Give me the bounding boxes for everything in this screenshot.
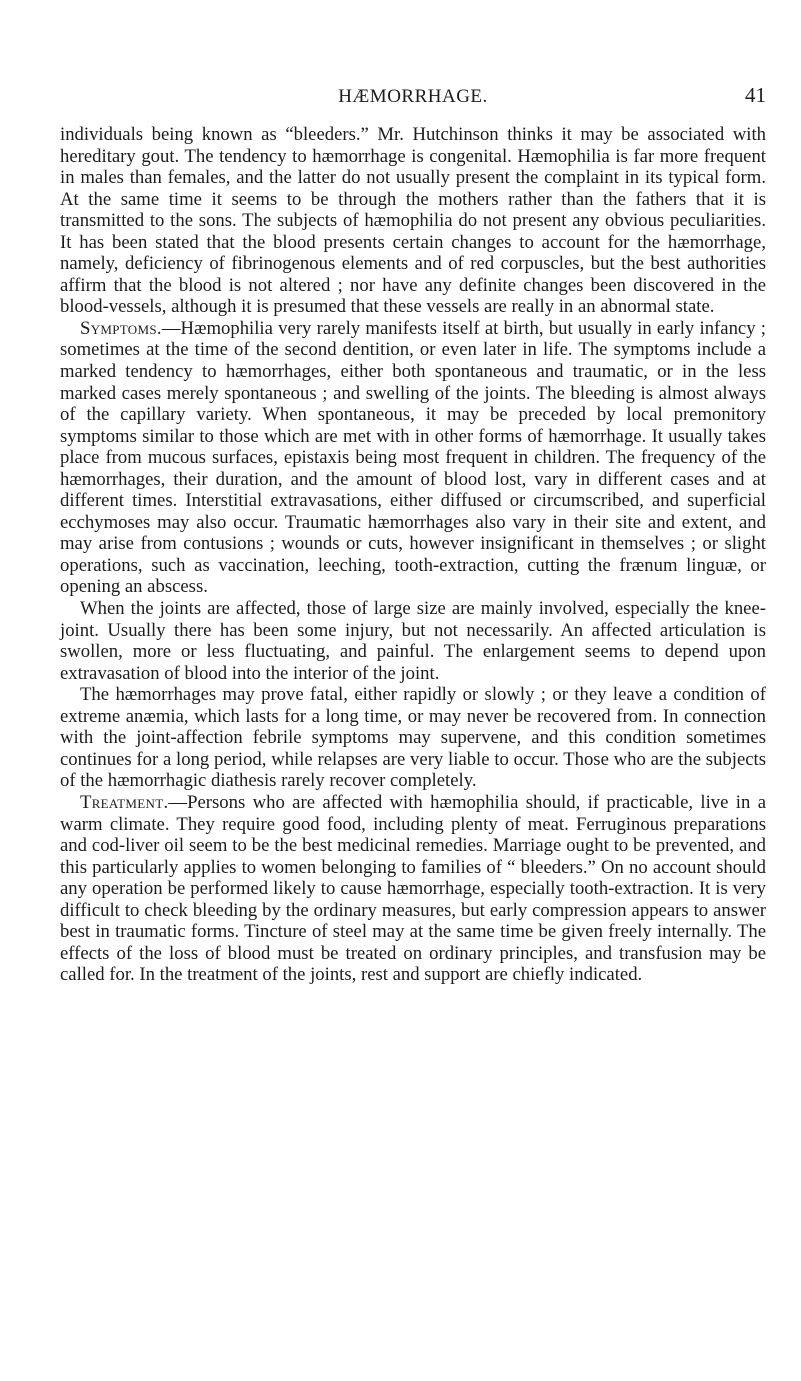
body-text [60, 124, 766, 986]
paragraph-treatment-text: —Persons who are affected with hæmophilia should, if practicable, live in a warm climate. They require good food, including plenty of meat. Ferruginous preparations and cod-liver oil seem to be the best medicinal remedies. Marriage ought to be prevented, and this particularly applies to women belonging to families of “ bleeders.” On no account should any operation be performed likely to cause hæmorrhage, especially tooth-extraction. It is very difficult to check bleeding by the ordinary measures, but early compression appears to answer best in traumatic forms. Tincture of steel may at the same time be given freely internally. The effects of the loss of blood must be treated on ordinary principles, and transfusion may be called for. In the treatment of the joints, rest and support are chiefly indicated. [60, 791, 766, 986]
section-heading-symptoms: Symptoms. [80, 317, 162, 339]
paragraph-joints: When the joints are affected, those of large size are mainly involved, especially the knee-joint. Usually there has been some injury, but not necessarily. An affected articulation is swollen, more or less fluctuating, and painful. The enlargement seems to depend upon extravasation of blood into the interior of the joint. [60, 598, 766, 684]
paragraph-prognosis: The hæmorrhages may prove fatal, either rapidly or slowly ; or they leave a condition of extreme anæmia, which lasts for a long time, or may never be recovered from. In connection with the joint-affection febrile symptoms may supervene, and this condition sometimes continues for a long period, while relapses are very liable to occur. Those who are the subjects of the hæmorrhagic diathesis rarely recover completely. [60, 684, 766, 792]
running-title: HÆMORRHAGE. [338, 86, 488, 107]
section-heading-treatment: Treatment. [80, 791, 169, 813]
paragraph-symptoms-text: —Hæmophilia very rarely manifests itself at birth, but usually in early infancy ; sometimes at the time of the second dentition, or even later in life. The symptoms include a marked tendency to hæmorrhages, either both spontaneous and traumatic, or in the less marked cases merely spontaneous ; and swelling of the joints. The bleeding is almost always of the capillary variety. When spontaneous, it may be preceded by local premonitory symptoms similar to those which are met with in other forms of hæmorrhage. It usually takes place from mucous surfaces, epistaxis being most frequent in children. The frequency of the hæmorrhages, their duration, and the amount of blood lost, vary in different cases and at different times. Interstitial extravasations, either diffused or circumscribed, and superficial ecchymoses may also occur. Traumatic hæmorrhages also vary in their site and extent, and may arise from contusions ; wounds or cuts, however insignificant in themselves ; or slight operations, such as vaccination, leeching, tooth-extraction, cutting the frænum linguæ, or opening an abscess. [60, 317, 766, 598]
running-head [60, 83, 766, 112]
paragraph-treatment [60, 792, 766, 986]
page-number: 41 [745, 83, 766, 107]
paragraph-symptoms [60, 318, 766, 598]
paragraph-continuation: individuals being known as “bleeders.” Mr. Hutchinson thinks it may be associated with hereditary gout. The tendency to hæmorrhage is congenital. Hæmophilia is far more frequent in males than females, and the latter do not usually present the complaint in its typical form. At the same time it seems to be through the mothers rather than the fathers that it is transmitted to the sons. The subjects of hæmophilia do not present any obvious peculiarities. It has been stated that the blood presents certain changes to account for the hæmorrhage, namely, deficiency of fibrinogenous elements and of red corpuscles, but the best authorities affirm that the blood is not altered ; nor have any definite changes been discovered in the blood-vessels, although it is presumed that these vessels are really in an abnormal state. [60, 124, 766, 318]
